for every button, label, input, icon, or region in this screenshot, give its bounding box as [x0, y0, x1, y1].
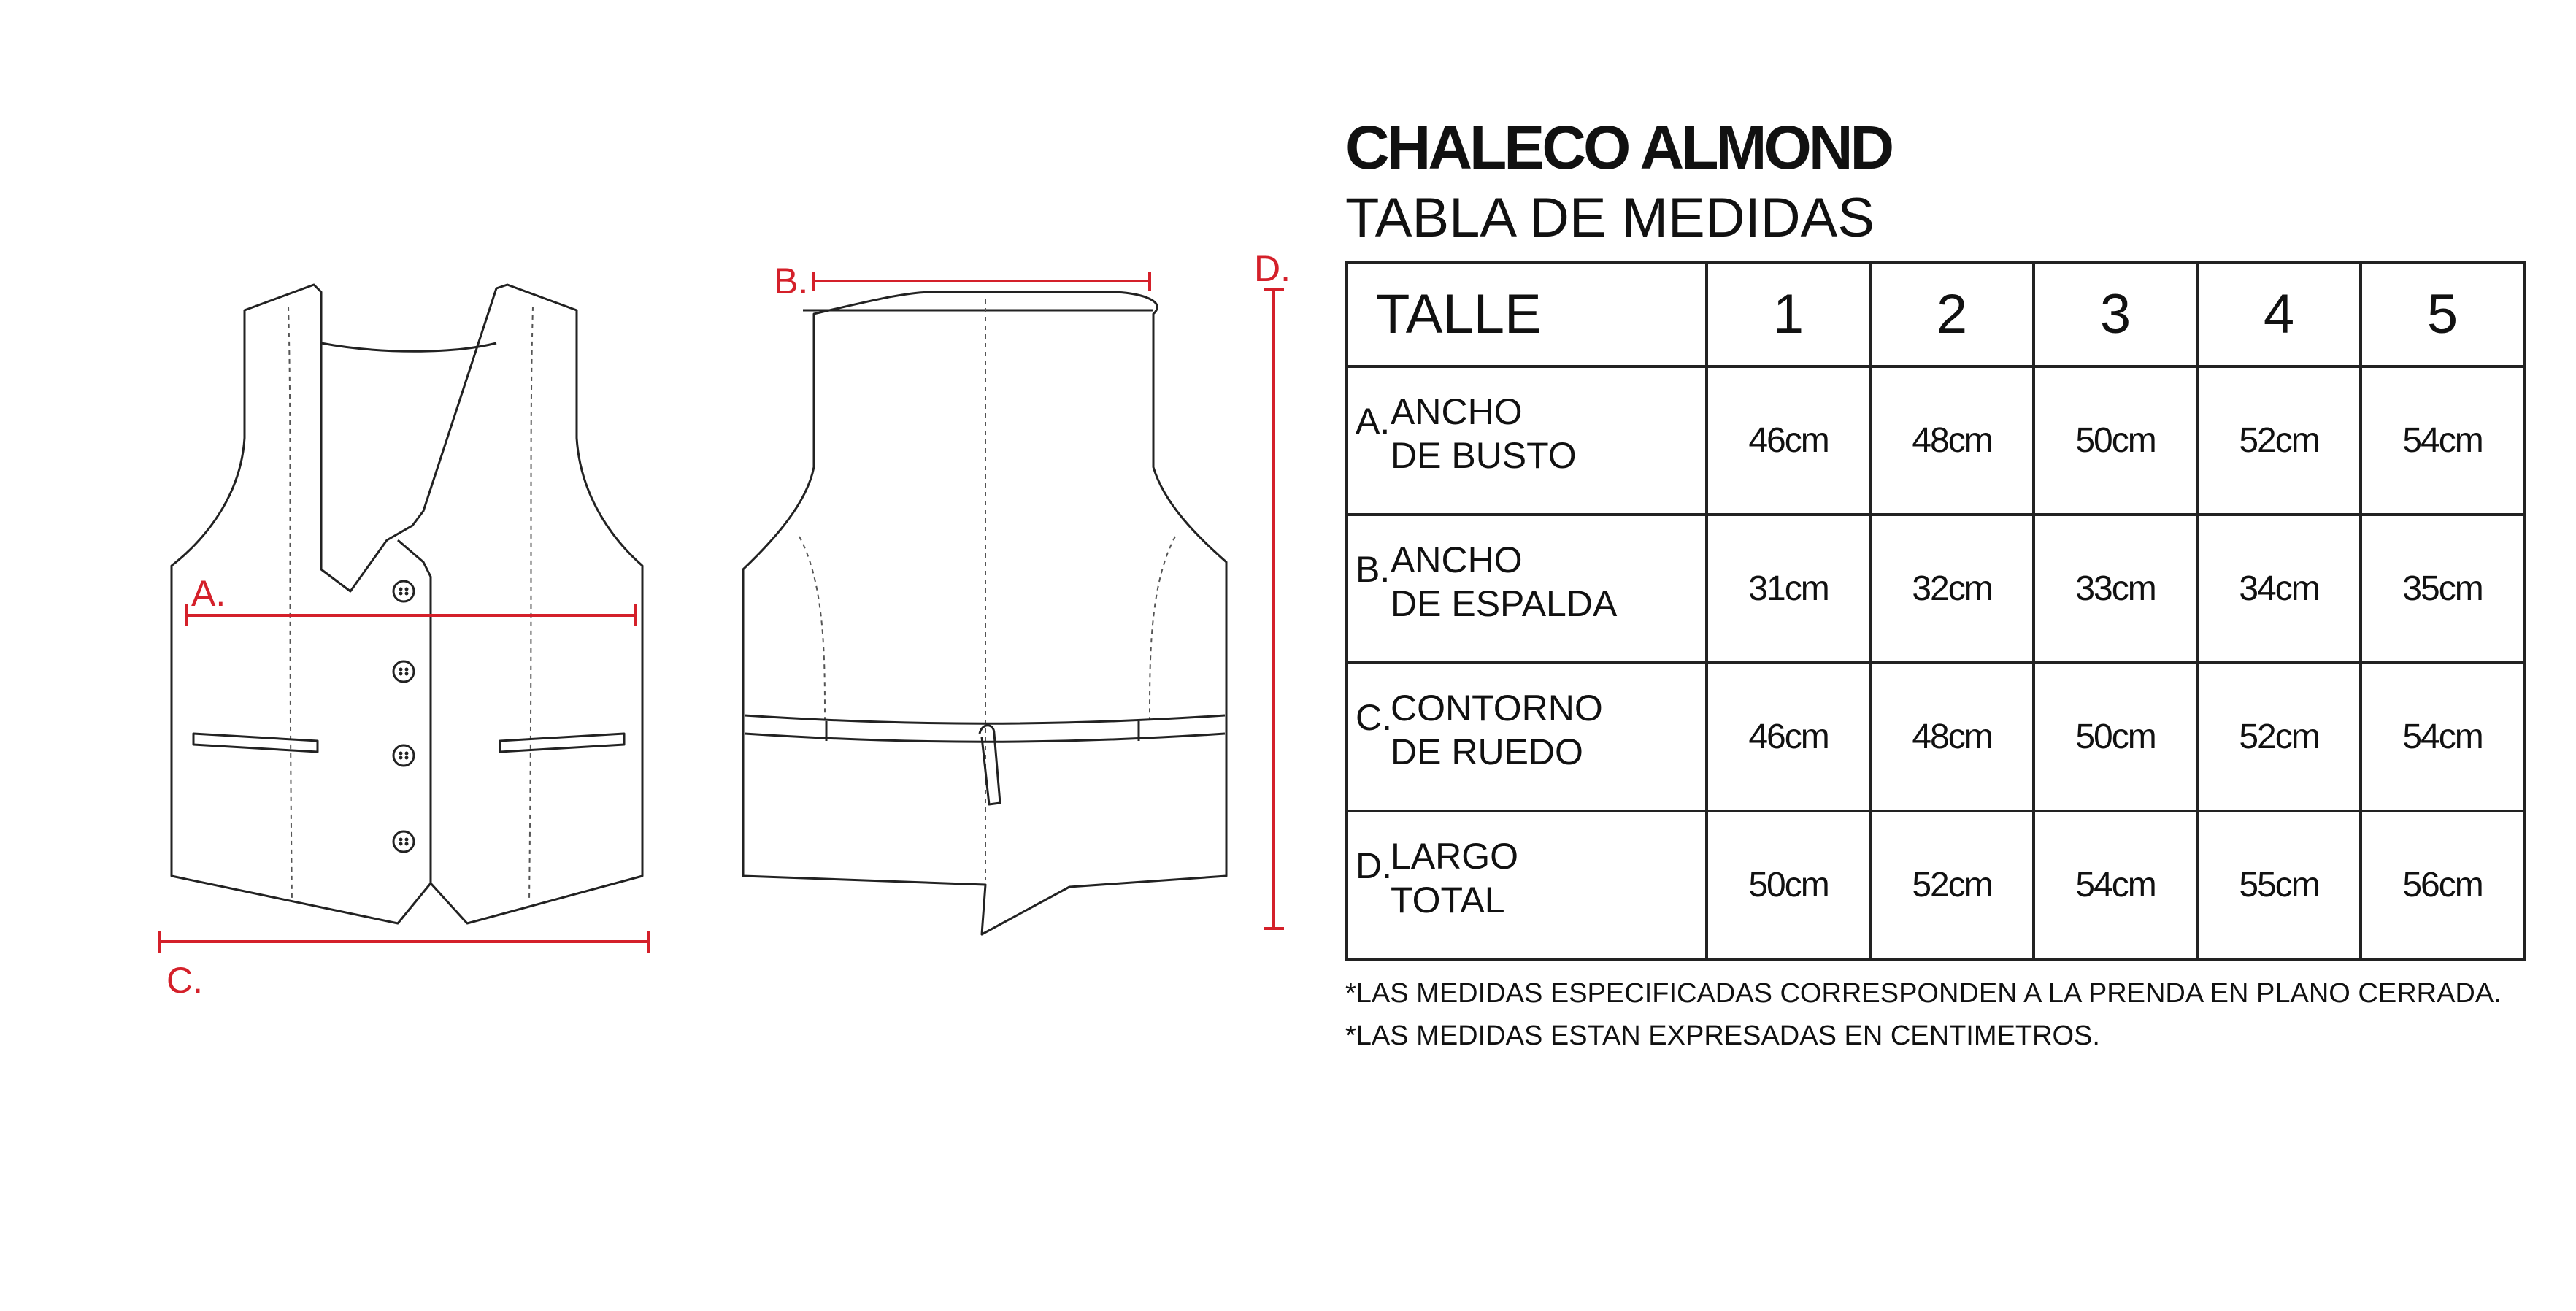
table-cell: 50cm — [2034, 366, 2197, 515]
table-header-row — [1347, 262, 2524, 366]
row-label — [1347, 515, 1707, 663]
table-cell: 52cm — [2197, 663, 2361, 811]
table-cell: 54cm — [2361, 366, 2524, 515]
header-size: 2 — [1870, 262, 2034, 366]
footnote: *LAS MEDIDAS ESTAN EXPRESADAS EN CENTIMETROS. — [1345, 1020, 2100, 1051]
table-cell: 31cm — [1707, 515, 1870, 663]
header-size: 3 — [2034, 262, 2197, 366]
header-size: 5 — [2361, 262, 2524, 366]
product-title: CHALECO ALMOND — [1345, 113, 1892, 182]
table-row — [1347, 811, 2524, 959]
vest-back-drawing — [743, 292, 1226, 934]
row-letter: B. — [1356, 549, 1391, 590]
row-label — [1347, 811, 1707, 959]
row-label — [1347, 366, 1707, 515]
table-cell: 46cm — [1707, 366, 1870, 515]
measure-label-c: C. — [166, 960, 203, 1001]
header-talle: TALLE — [1347, 262, 1707, 366]
table-cell: 32cm — [1870, 515, 2034, 663]
measure-label-d: D. — [1254, 248, 1291, 289]
measure-line-a — [186, 604, 635, 626]
footnote: *LAS MEDIDAS ESPECIFICADAS CORRESPONDEN A LA PRENDA EN PLANO CERRADA. — [1345, 978, 2502, 1009]
row-label — [1347, 663, 1707, 811]
table-cell: 54cm — [2034, 811, 2197, 959]
table-cell: 55cm — [2197, 811, 2361, 959]
table-cell: 52cm — [1870, 811, 2034, 959]
table-row — [1347, 515, 2524, 663]
table-cell: 50cm — [2034, 663, 2197, 811]
header-size: 4 — [2197, 262, 2361, 366]
button-icon — [393, 581, 414, 601]
table-cell: 48cm — [1870, 366, 2034, 515]
table-cell: 52cm — [2197, 366, 2361, 515]
table-cell: 35cm — [2361, 515, 2524, 663]
button-icon — [393, 745, 414, 766]
table-cell: 34cm — [2197, 515, 2361, 663]
row-label-line1: LARGO — [1391, 836, 1519, 877]
row-label-line1: ANCHO — [1391, 391, 1523, 432]
row-label-line1: ANCHO — [1391, 539, 1523, 580]
row-letter: A. — [1356, 401, 1391, 442]
table-cell: 56cm — [2361, 811, 2524, 959]
row-letter: D. — [1356, 845, 1392, 886]
button-icon — [393, 661, 414, 682]
table-cell: 46cm — [1707, 663, 1870, 811]
table-cell: 48cm — [1870, 663, 2034, 811]
row-label-line2: DE BUSTO — [1391, 435, 1577, 476]
measure-label-b: B. — [774, 261, 809, 301]
table-row — [1347, 663, 2524, 811]
row-label-line2: DE ESPALDA — [1391, 583, 1618, 624]
header-size: 1 — [1707, 262, 1870, 366]
row-label-line2: DE RUEDO — [1391, 731, 1583, 772]
table-row — [1347, 366, 2524, 515]
table-cell: 33cm — [2034, 515, 2197, 663]
measure-line-d — [1264, 290, 1284, 929]
measure-line-c — [159, 931, 648, 953]
row-label-line1: CONTORNO — [1391, 688, 1603, 728]
table-cell: 54cm — [2361, 663, 2524, 811]
button-icon — [393, 831, 414, 852]
vest-front-drawing — [172, 285, 642, 923]
table-cell: 50cm — [1707, 811, 1870, 959]
measure-label-a: A. — [191, 573, 226, 614]
measure-line-b — [814, 272, 1150, 291]
table-subtitle: TABLA DE MEDIDAS — [1345, 187, 1875, 249]
size-table — [1345, 261, 2526, 961]
row-letter: C. — [1356, 697, 1392, 738]
row-label-line2: TOTAL — [1391, 880, 1505, 920]
